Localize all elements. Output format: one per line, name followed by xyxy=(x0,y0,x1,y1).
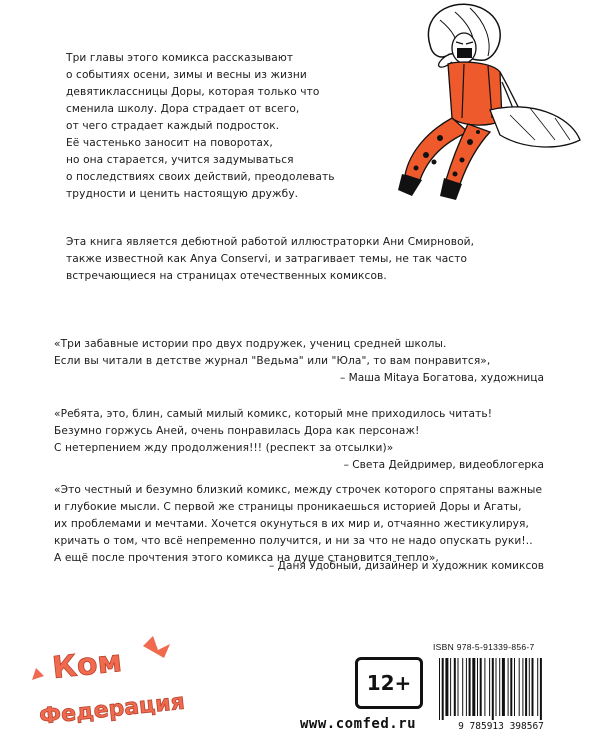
barcode-bar xyxy=(480,658,482,716)
barcode-bar xyxy=(445,658,448,716)
barcode-bar xyxy=(442,658,444,720)
girl-sitting-illustration-icon xyxy=(360,0,600,210)
description-paragraph-1 xyxy=(66,50,335,203)
barcode-bar xyxy=(462,658,463,716)
text-line: встречающиеся на страницах отечественных комиксов. xyxy=(66,270,387,282)
quote-line: и глубокие мысли. С первой же страницы проникаешься историей Доры и Агаты, xyxy=(54,501,522,513)
barcode-icon xyxy=(431,656,571,732)
description-paragraph-2 xyxy=(66,234,474,285)
barcode-bar xyxy=(514,658,515,716)
barcode-bar xyxy=(525,658,527,716)
barcode-bar xyxy=(489,658,490,716)
text-line: от чего страдает каждый подросток. xyxy=(66,120,280,132)
text-line: девятиклассницы Доры, которая только что xyxy=(66,86,320,98)
barcode-bar xyxy=(439,658,440,720)
barcode-bar xyxy=(522,658,523,716)
logo-line-2: Федерация xyxy=(38,689,186,730)
quote-line: «Это честный и безумно близкий комикс, между строчек которого спрятаны важные xyxy=(54,484,543,496)
quote-attribution-3: – Даня Удобный, дизайнер и художник комиксов xyxy=(269,560,544,572)
barcode-bar xyxy=(499,658,500,716)
quote-line: их проблемами и мечтами. Хочется окунуться в их мир и, отчаянно жестикулируя, xyxy=(54,518,529,530)
quote-line: Если вы читали в детстве журнал "Ведьма" или "Юла", то вам понравится», xyxy=(54,355,491,367)
quote-line: «Три забавные истории про двух подружек, учениц средней школы. xyxy=(54,338,447,350)
barcode-bar xyxy=(496,658,497,716)
barcode-bar xyxy=(469,658,471,716)
barcode-bar xyxy=(484,658,485,716)
review-quote-3 xyxy=(54,482,542,567)
quote-line: кричать о том, что всё непременно получится, и ни за что не надо опускать руки!.. xyxy=(54,535,533,547)
quote-attribution-2: – Света Дейдример, видеоблогерка xyxy=(343,459,544,471)
review-quote-2 xyxy=(54,406,492,457)
text-line: о последствиях своих действий, преодолевать xyxy=(66,171,335,183)
text-line: также известной как Anya Conservi, и затрагивает темы, не так часто xyxy=(66,253,468,265)
barcode-bar xyxy=(529,658,530,716)
barcode-bar xyxy=(472,658,475,716)
barcode-bar xyxy=(492,658,494,720)
text-line: Три главы этого комикса рассказывают xyxy=(66,52,294,64)
text-line: сменила школу. Дора страдает от всего, xyxy=(66,103,300,115)
quote-line: «Ребята, это, блин, самый милый комикс, который мне приходилось читать! xyxy=(54,408,493,420)
text-line: Эта книга является дебютной работой иллюстраторки Ани Смирновой, xyxy=(66,236,475,248)
barcode-bar xyxy=(502,658,505,716)
publisher-logo xyxy=(28,628,196,732)
barcode-bar xyxy=(450,658,451,716)
barcode-bar xyxy=(454,658,456,716)
barcode-bar xyxy=(477,658,478,716)
barcode-bar xyxy=(532,658,534,716)
barcode-bar xyxy=(519,658,520,716)
barcode-bar xyxy=(540,658,542,720)
publisher-website: www.comfed.ru xyxy=(300,716,417,732)
quote-line: С нетерпением жду продолжения!!! (респект за отсылки)» xyxy=(54,442,394,454)
barcode-bar xyxy=(458,658,459,716)
review-quote-1 xyxy=(54,336,490,370)
text-line: трудности и ценить настоящую дружбу. xyxy=(66,188,299,200)
barcode-bar xyxy=(537,658,538,716)
text-line: о событиях осени, зимы и весны из жизни xyxy=(66,69,307,81)
logo-line-1: Ком xyxy=(50,643,124,687)
age-rating-badge: 12+ xyxy=(355,657,423,709)
quote-line: Безумно горжусь Аней, очень понравилась Дора как персонаж! xyxy=(54,425,420,437)
barcode-bar xyxy=(508,658,509,716)
text-line: Её частенько заносит на поворотах, xyxy=(66,137,273,149)
quote-attribution-1: – Маша Mitaya Богатова, художница xyxy=(339,372,544,384)
barcode-bar xyxy=(466,658,467,716)
quote-line: А ещё после прочтения этого комикса на душе становится тепло», xyxy=(54,552,439,564)
isbn-digits: 9 785913 398567 xyxy=(458,721,544,732)
barcode-bar xyxy=(510,658,512,716)
text-line: но она старается, учится задумываться xyxy=(66,154,294,166)
isbn-label: ISBN 978-5-91339-856-7 xyxy=(433,642,535,652)
